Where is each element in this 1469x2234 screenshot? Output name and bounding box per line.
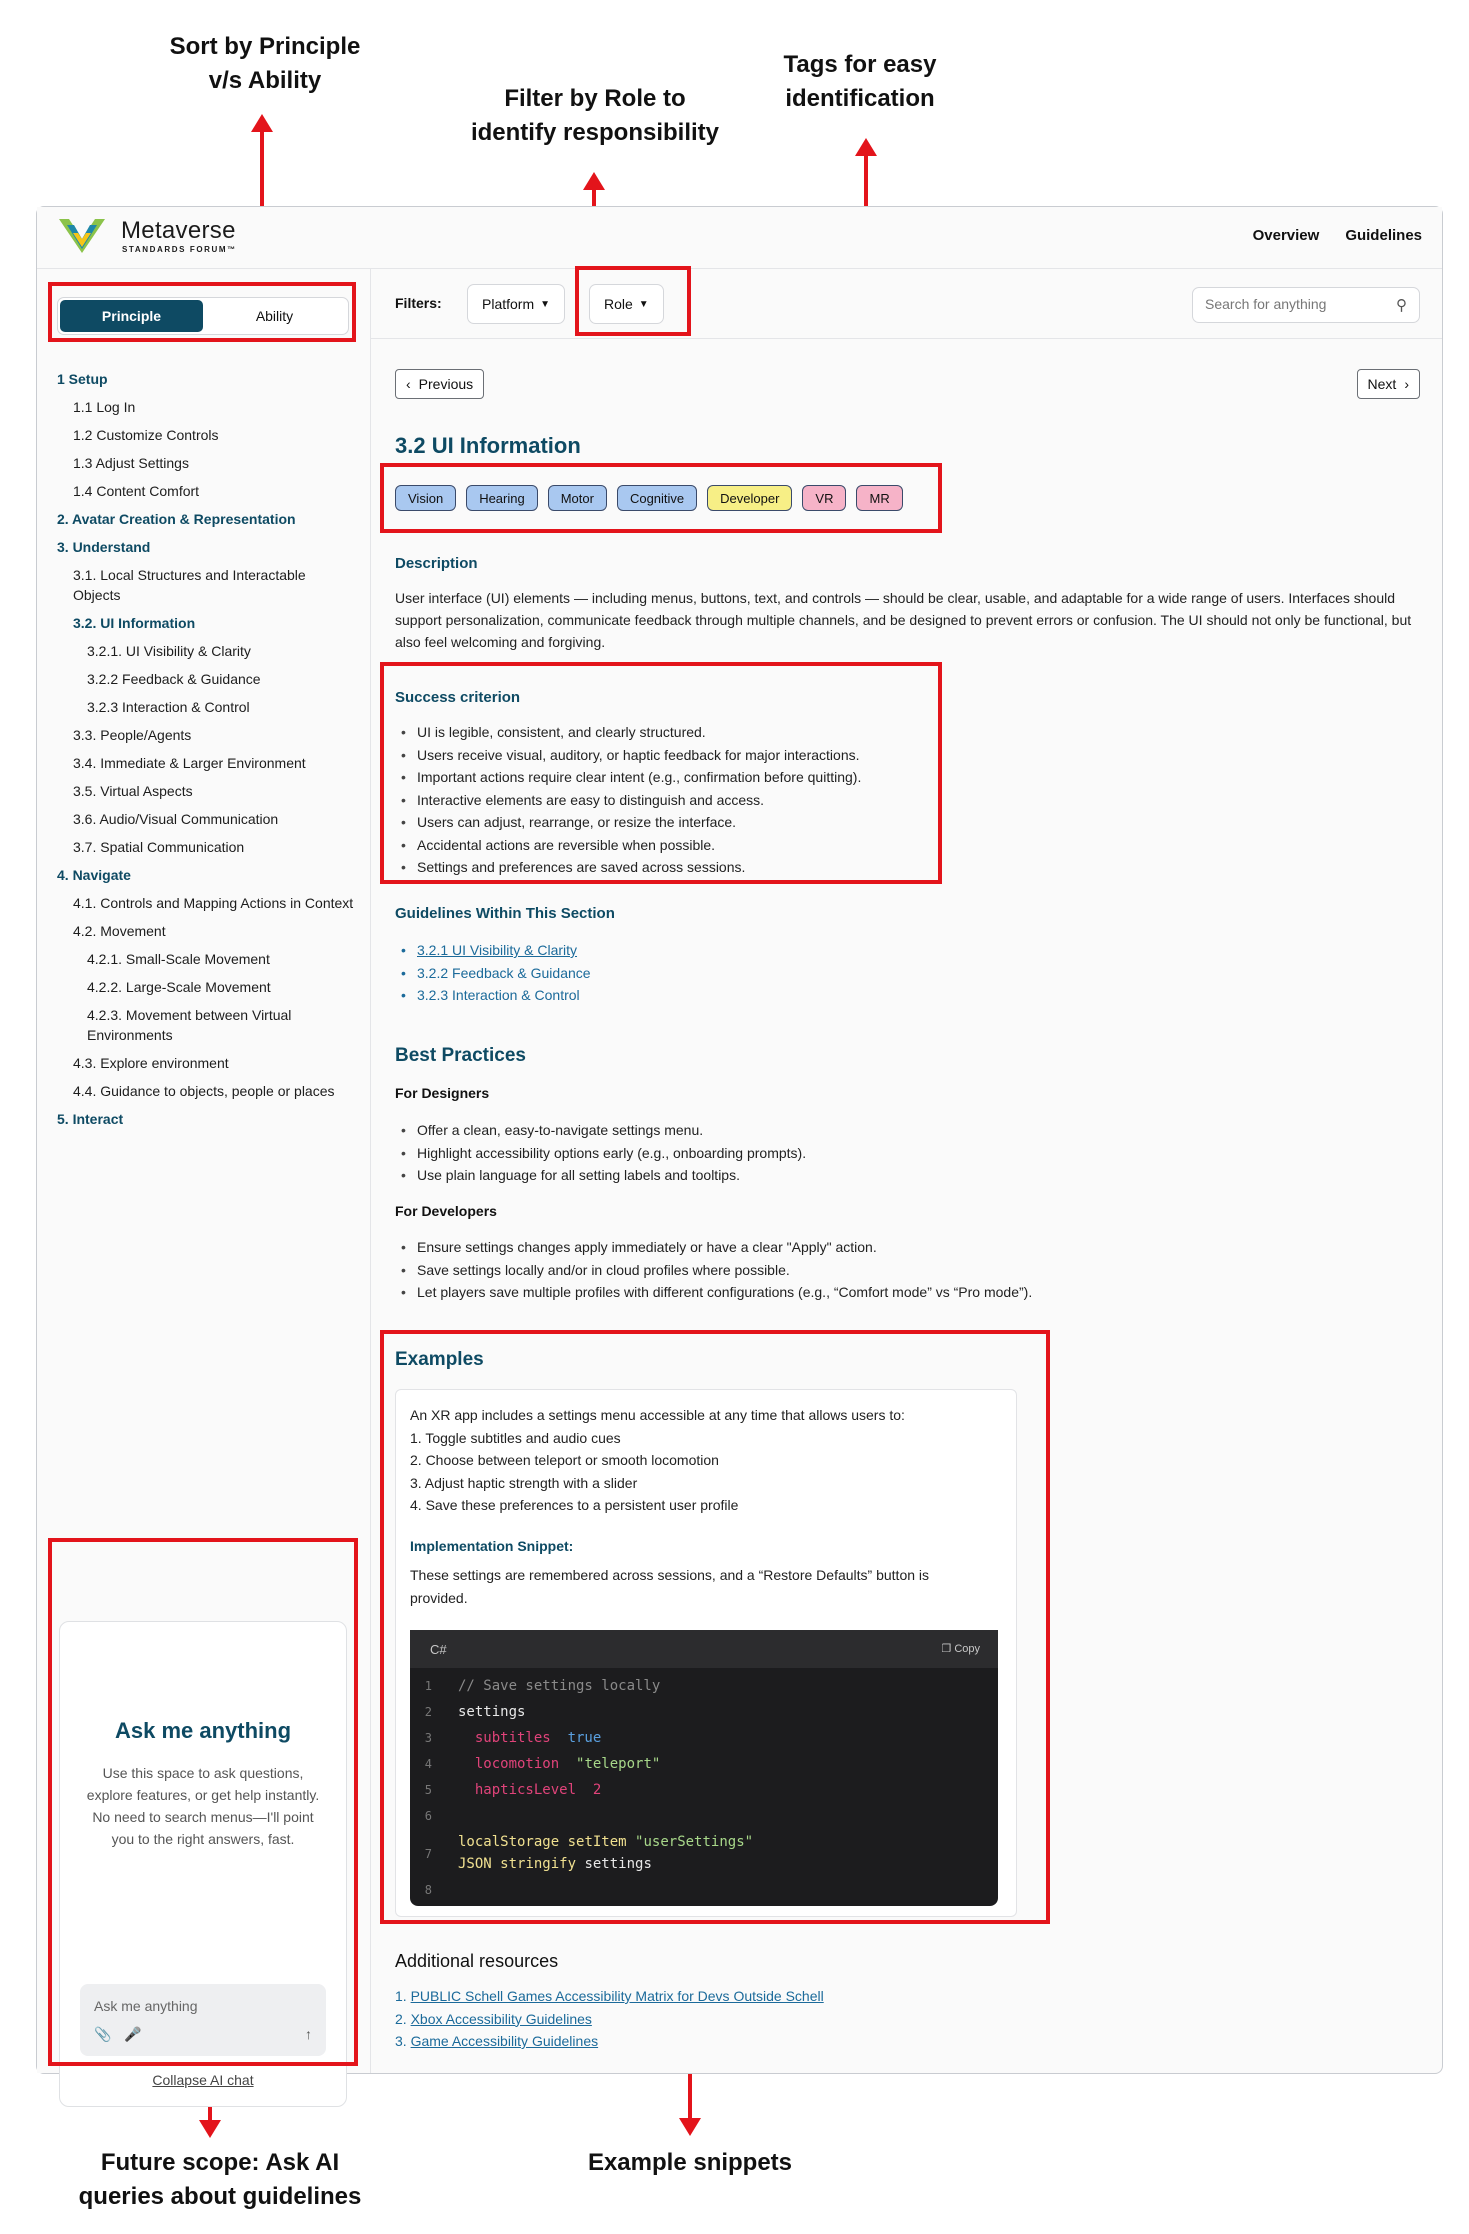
sidebar-item[interactable]: 4.2.3. Movement between Virtual Environments: [87, 1007, 292, 1043]
metaverse-logo-icon: [57, 213, 107, 259]
sidebar-item[interactable]: 3.2.1. UI Visibility & Clarity: [87, 643, 251, 659]
line-number: 8: [424, 1883, 432, 1897]
sort-toggle: [57, 297, 349, 335]
tag-motor[interactable]: Motor: [548, 485, 607, 511]
arrow-head-icon: [679, 2118, 701, 2136]
ai-chat-panel: [59, 1621, 347, 2107]
resources-list: [395, 1985, 824, 2053]
developers-list: [395, 1236, 1032, 1304]
example-line: An XR app includes a settings menu accessible at any time that allows users to:: [410, 1407, 905, 1423]
examples-heading: Examples: [395, 1349, 484, 1370]
ai-desc-line-2: No need to search menus—I'll point you to the right answers, fast.: [92, 1809, 314, 1847]
callout-sort: Sort by Principle v/s Ability: [169, 33, 361, 94]
resource-link[interactable]: Game Accessibility Guidelines: [410, 2033, 599, 2049]
code-token: true: [567, 1730, 602, 1746]
guideline-item-link[interactable]: 3.2.3 Interaction & Control: [417, 987, 580, 1003]
tag-vision[interactable]: Vision: [395, 485, 456, 511]
implementation-heading: Implementation Snippet:: [410, 1538, 574, 1554]
sidebar-item[interactable]: 1.3 Adjust Settings: [73, 455, 189, 471]
tag-vr[interactable]: VR: [802, 485, 846, 511]
success-item: • UI is legible, consistent, and clearly structured.: [395, 721, 861, 744]
top-bar: [37, 207, 1442, 269]
example-line: 4. Save these preferences to a persistent user profile: [410, 1497, 739, 1513]
code-line: [410, 1782, 601, 1798]
sidebar-item[interactable]: 3.2.3 Interaction & Control: [87, 699, 250, 715]
code-line: [410, 1882, 458, 1898]
search-icon[interactable]: ⚲: [1396, 297, 1407, 314]
line-number: 3: [424, 1731, 432, 1745]
search-input[interactable]: [1205, 296, 1385, 312]
collapse-ai-chat-link[interactable]: Collapse AI chat: [152, 2072, 254, 2088]
guideline-item-link[interactable]: 3.2.2 Feedback & Guidance: [417, 964, 591, 981]
main-content: [371, 339, 1442, 2073]
ai-chat-placeholder: Ask me anything: [94, 1998, 198, 2014]
tag-mr[interactable]: MR: [856, 485, 902, 511]
platform-dropdown[interactable]: [467, 284, 565, 324]
code-line: [410, 1704, 525, 1720]
top-nav: [1253, 227, 1422, 244]
role-label: Role: [604, 296, 633, 312]
example-line: 2. Choose between teleport or smooth locomotion: [410, 1452, 719, 1468]
role-dropdown[interactable]: [589, 284, 664, 324]
sidebar-item[interactable]: 4.2.1. Small-Scale Movement: [87, 951, 270, 967]
search-box[interactable]: [1192, 287, 1420, 323]
designer-practice-item: • Use plain language for all setting labels and tooltips.: [395, 1164, 806, 1187]
sidebar-item[interactable]: 5. Interact: [57, 1111, 124, 1127]
success-item: • Settings and preferences are saved across sessions.: [395, 856, 861, 879]
success-item: • Important actions require clear intent (e.g., confirmation before quitting).: [395, 766, 861, 789]
copy-button[interactable]: ❐ Copy: [941, 1643, 980, 1655]
tag-developer[interactable]: Developer: [707, 485, 792, 511]
resource-link[interactable]: PUBLIC Schell Games Accessibility Matrix for Devs Outside Schell: [410, 1988, 824, 2004]
guideline-item[interactable]: [395, 939, 591, 962]
callout-snippets: Example snippets: [587, 2149, 793, 2176]
code-token: "userSettings": [635, 1834, 754, 1850]
code-line: [410, 1856, 652, 1872]
designers-list: [395, 1119, 806, 1187]
microphone-icon[interactable]: 🎤: [124, 2026, 142, 2042]
copy-label: Copy: [954, 1643, 980, 1655]
line-number: 6: [424, 1809, 432, 1823]
developer-practice-item: • Ensure settings changes apply immediately or have a clear "Apply" action.: [395, 1236, 1032, 1259]
success-heading: Success criterion: [395, 689, 521, 706]
code-token: settings: [584, 1856, 652, 1872]
example-line: 3. Adjust haptic strength with a slider: [410, 1474, 638, 1491]
sidebar-item[interactable]: 2. Avatar Creation & Representation: [57, 511, 296, 527]
nav-guidelines[interactable]: Guidelines: [1345, 227, 1422, 244]
code-line: [410, 1808, 458, 1824]
sidebar-item[interactable]: 4.1. Controls and Mapping Actions in Context: [73, 895, 354, 911]
previous-button[interactable]: [395, 369, 484, 399]
code-token: localStorage: [458, 1834, 560, 1850]
sidebar-item[interactable]: 3.2. UI Information: [73, 615, 196, 631]
code-token: hapticsLevel: [474, 1782, 577, 1798]
sidebar-item[interactable]: 3.6. Audio/Visual Communication: [73, 811, 279, 827]
sidebar-item[interactable]: 4.4. Guidance to objects, people or places: [73, 1083, 335, 1099]
tag-hearing[interactable]: Hearing: [466, 485, 538, 511]
developer-practice-item: • Save settings locally and/or in cloud profiles where possible.: [395, 1259, 1032, 1282]
success-list: [395, 721, 861, 879]
resource-number: 2.: [395, 2010, 411, 2027]
filter-bar: [371, 269, 1442, 339]
sidebar-item[interactable]: 3.2.2 Feedback & Guidance: [87, 671, 261, 687]
callout-tags: Tags for easy identification: [783, 51, 937, 112]
success-item: • Interactive elements are easy to distinguish and access.: [395, 789, 861, 812]
sidebar-item[interactable]: 3.1. Local Structures and Interactable Objects: [73, 567, 306, 603]
tag-list: [395, 485, 903, 511]
resource-number: 3.: [395, 2033, 411, 2049]
sidebar: [37, 269, 371, 2088]
guideline-item-link[interactable]: 3.2.1 UI Visibility & Clarity: [417, 942, 578, 958]
line-number: 1: [424, 1679, 432, 1693]
code-token: stringify: [500, 1856, 577, 1872]
resource-item[interactable]: [395, 1985, 824, 2008]
toggle-ability[interactable]: Ability: [255, 308, 294, 324]
sidebar-item[interactable]: 4.3. Explore environment: [73, 1055, 229, 1071]
tag-cognitive[interactable]: Cognitive: [617, 485, 697, 511]
code-token: subtitles: [474, 1730, 551, 1746]
success-item: • Users receive visual, auditory, or haptic feedback for major interactions.: [395, 744, 861, 767]
guideline-item[interactable]: [395, 962, 591, 985]
app-window: [36, 206, 1443, 2088]
best-practices-heading: Best Practices: [395, 1045, 526, 1066]
callout-ai: Future scope: Ask AI queries about guidelines: [78, 2149, 362, 2210]
developers-heading: For Developers: [395, 1203, 497, 1219]
sidebar-item[interactable]: 1.1 Log In: [73, 399, 136, 415]
sidebar-item[interactable]: 3.4. Immediate & Larger Environment: [73, 755, 306, 771]
sidebar-item[interactable]: 1.2 Customize Controls: [73, 427, 219, 443]
line-number: 4: [424, 1757, 432, 1771]
next-button[interactable]: [1357, 369, 1420, 399]
guidelines-list: [395, 939, 591, 1007]
code-line: [410, 1678, 660, 1694]
code-block: [410, 1630, 998, 1906]
line-number: 5: [424, 1783, 432, 1797]
arrow-head-icon: [199, 2120, 221, 2138]
sidebar-item[interactable]: 4.2. Movement: [73, 923, 166, 939]
toggle-principle[interactable]: Principle: [60, 300, 203, 332]
code-token: // Save settings locally: [458, 1678, 661, 1694]
attach-icon[interactable]: 📎: [94, 2026, 112, 2042]
sidebar-item[interactable]: 4. Navigate: [57, 867, 131, 883]
resources-heading: Additional resources: [395, 1951, 559, 1971]
code-token: settings: [458, 1704, 526, 1720]
example-intro: [410, 1404, 905, 1517]
code-line: [410, 1730, 601, 1746]
example-card: [395, 1389, 1017, 1917]
filters-label: Filters:: [395, 295, 442, 311]
code-token: setItem: [567, 1834, 627, 1850]
previous-label: Previous: [418, 376, 474, 392]
description-heading: Description: [395, 555, 478, 572]
sidebar-item[interactable]: 3.3. People/Agents: [73, 727, 192, 743]
success-item: • Accidental actions are reversible when possible.: [395, 834, 861, 857]
ai-chat-input[interactable]: [80, 1984, 326, 2056]
success-item: • Users can adjust, rearrange, or resize the interface.: [395, 811, 861, 834]
code-language: C#: [430, 1642, 447, 1657]
description-text: User interface (UI) elements — including menus, buttons, text, and controls — should be clear, usable, and adaptable for a wide range of users. Interfaces should support personalization, communicate feedback through multiple channels, and be designed to prevent errors or confusion. The UI should not only be functional, but also feel welcoming and forgiving.: [395, 590, 1412, 650]
code-token: 2: [592, 1782, 602, 1798]
code-token: "teleport": [576, 1756, 661, 1772]
code-line: [410, 1756, 660, 1772]
sidebar-item[interactable]: 3.7. Spatial Communication: [73, 839, 245, 855]
platform-label: Platform: [482, 296, 535, 312]
page-title: 3.2 UI Information: [395, 433, 581, 458]
guidelines-heading: Guidelines Within This Section: [395, 905, 615, 922]
nav-overview[interactable]: Overview: [1252, 227, 1320, 244]
developer-practice-item: • Let players save multiple profiles with different configurations (e.g., “Comfort mode” vs “Pro mode”).: [395, 1281, 1032, 1304]
resource-item[interactable]: [395, 2008, 824, 2031]
brand-name: Metaverse: [121, 217, 236, 244]
sidebar-item[interactable]: 1 Setup: [57, 371, 108, 387]
guideline-item[interactable]: [395, 984, 591, 1007]
line-number: 2: [424, 1705, 432, 1719]
callout-filter: Filter by Role to identify responsibility: [470, 85, 720, 146]
designer-practice-item: • Offer a clean, easy-to-navigate settings menu.: [395, 1119, 806, 1142]
arrow-head-icon: [251, 114, 273, 132]
chevron-left-icon: ‹: [406, 376, 411, 392]
designers-heading: For Designers: [395, 1085, 490, 1101]
code-line: [410, 1834, 753, 1850]
sidebar-item[interactable]: 1.4 Content Comfort: [73, 483, 200, 499]
resource-number: 1.: [395, 1988, 411, 2004]
example-line: 1. Toggle subtitles and audio cues: [410, 1429, 621, 1446]
resource-link[interactable]: Xbox Accessibility Guidelines: [410, 2010, 592, 2027]
line-number: 7: [424, 1847, 432, 1861]
arrow-head-icon: [583, 172, 605, 190]
implementation-text: These settings are remembered across sessions, and a “Restore Defaults” button is provided.: [410, 1567, 930, 1606]
code-token: JSON: [458, 1856, 492, 1872]
ai-chat-description: [82, 1762, 324, 1850]
arrow-head-icon: [855, 138, 877, 156]
chevron-right-icon: ›: [1404, 376, 1409, 392]
line-number: [410, 1857, 432, 1871]
sidebar-item[interactable]: 3. Understand: [57, 539, 151, 555]
designer-practice-item: • Highlight accessibility options early (e.g., onboarding prompts).: [395, 1142, 806, 1165]
brand-subtitle: STANDARDS FORUM™: [122, 245, 237, 254]
sidebar-item[interactable]: 4.2.2. Large-Scale Movement: [87, 979, 271, 995]
chevron-down-icon: ▼: [638, 298, 649, 310]
chevron-down-icon: ▼: [540, 298, 551, 310]
ai-desc-line-1: Use this space to ask questions, explore features, or get help instantly.: [86, 1765, 320, 1803]
send-arrow-icon[interactable]: ↑: [305, 2026, 312, 2042]
code-header: [410, 1630, 998, 1668]
ai-chat-title: Ask me anything: [114, 1718, 292, 1743]
code-token: locomotion: [474, 1756, 560, 1772]
sidebar-item[interactable]: 3.5. Virtual Aspects: [73, 783, 193, 799]
next-label: Next: [1367, 376, 1397, 392]
resource-item[interactable]: [395, 2030, 824, 2053]
sidebar-nav: [57, 369, 357, 1137]
